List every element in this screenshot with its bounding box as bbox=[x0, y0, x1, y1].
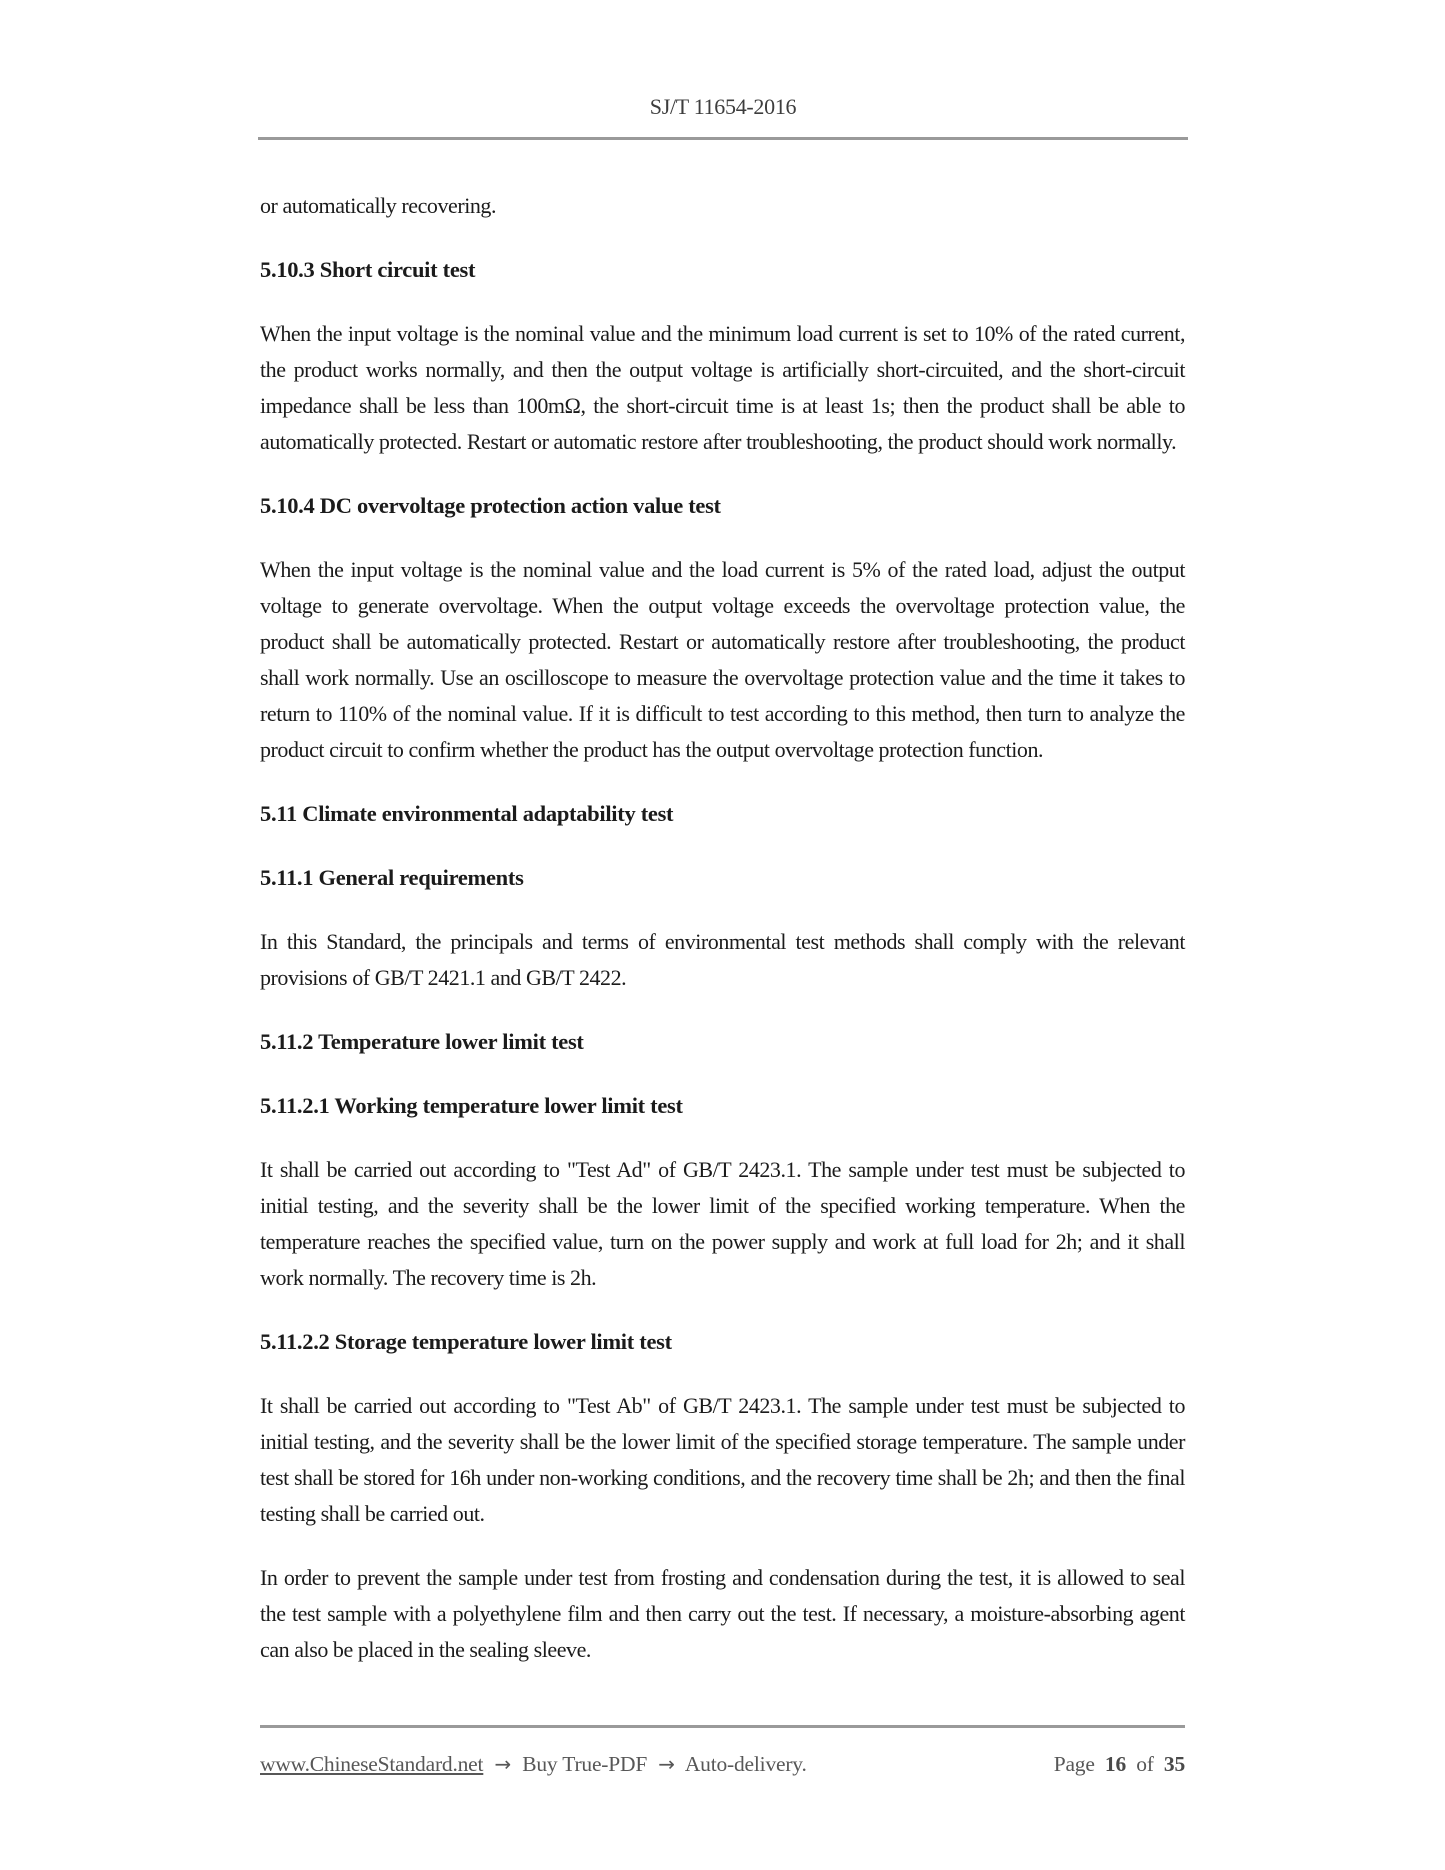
footer-row bbox=[260, 1749, 1185, 1779]
arrow-icon: → bbox=[658, 1752, 675, 1776]
paragraph: It shall be carried out according to "Test Ad" of GB/T 2423.1. The sample under test must be subjected to initial testing, and the severity shall be the lower limit of the specified working temperature. When the temperature reaches the specified value, turn on the power supply and work at full load for 2h; and it shall work normally. The recovery time is 2h. bbox=[260, 1157, 1185, 1290]
paragraph: When the input voltage is the nominal value and the load current is 5% of the rated load, adjust the output voltage to generate overvoltage. When the output voltage exceeds the overvoltage protection value, the product shall be automatically protected. Restart or automatically restore after troubleshooting, the product shall work normally. Use an oscilloscope to measure the overvoltage protection value and the time it takes to return to 110% of the nominal value. If it is difficult to test according to this method, then turn to analyze the product circuit to confirm whether the product has the output overvoltage protection function. bbox=[260, 557, 1185, 762]
paragraph: It shall be carried out according to "Test Ab" of GB/T 2423.1. The sample under test must be subjected to initial testing, and the severity shall be the lower limit of the specified storage temperature. The sample under test shall be stored for 16h under non-working conditions, and the recovery time shall be 2h; and then the final testing shall be carried out. bbox=[260, 1393, 1185, 1526]
paragraph: or automatically recovering. bbox=[260, 193, 497, 218]
page-total: 35 bbox=[1163, 1752, 1185, 1776]
paragraph: When the input voltage is the nominal value and the minimum load current is set to 10% of the rated current, the product works normally, and then the output voltage is artificially short-circuited, and the short-circuit impedance shall be less than 100mΩ, the short-circuit time is at least 1s; then the product shall be able to automatically protected. Restart or automatic restore after troubleshooting, the product should work normally. bbox=[260, 321, 1185, 454]
header-rule bbox=[258, 137, 1188, 140]
site-link[interactable]: www.ChineseStandard.net bbox=[260, 1752, 484, 1776]
section-heading-5-11: 5.11 Climate environmental adaptability test bbox=[260, 801, 674, 826]
page-footer bbox=[260, 1725, 1185, 1779]
document-body bbox=[260, 160, 1185, 1696]
footer-rule bbox=[260, 1725, 1185, 1728]
section-heading-5-11-2-2: 5.11.2.2 Storage temperature lower limit test bbox=[260, 1329, 672, 1354]
section-heading-5-10-3: 5.10.3 Short circuit test bbox=[260, 257, 476, 282]
section-heading-5-10-4: 5.10.4 DC overvoltage protection action value test bbox=[260, 493, 721, 518]
page-indicator bbox=[1054, 1749, 1185, 1779]
page-label: Page bbox=[1053, 1752, 1095, 1776]
paragraph: In this Standard, the principals and terms of environmental test methods shall comply with the relevant provisions of GB/T 2421.1 and GB/T 2422. bbox=[260, 929, 1185, 990]
arrow-icon: → bbox=[494, 1752, 512, 1776]
doc-number: SJ/T 11654-2016 bbox=[649, 94, 797, 119]
page-of: of bbox=[1136, 1752, 1154, 1776]
footer-action-delivery: Auto-delivery. bbox=[684, 1752, 807, 1776]
section-heading-5-11-2-1: 5.11.2.1 Working temperature lower limit test bbox=[260, 1093, 683, 1118]
section-heading-5-11-2: 5.11.2 Temperature lower limit test bbox=[260, 1029, 584, 1054]
page-header bbox=[258, 0, 1188, 140]
paragraph: In order to prevent the sample under test from frosting and condensation during the test, it is allowed to seal the test sample with a polyethylene film and then carry out the test. If necessary, a moisture-absorbing agent can also be placed in the sealing sleeve. bbox=[260, 1565, 1185, 1662]
page-current: 16 bbox=[1104, 1752, 1126, 1776]
section-heading-5-11-1: 5.11.1 General requirements bbox=[260, 865, 524, 890]
footer-action-buy: Buy True-PDF bbox=[522, 1752, 648, 1776]
footer-source-line bbox=[260, 1749, 813, 1779]
